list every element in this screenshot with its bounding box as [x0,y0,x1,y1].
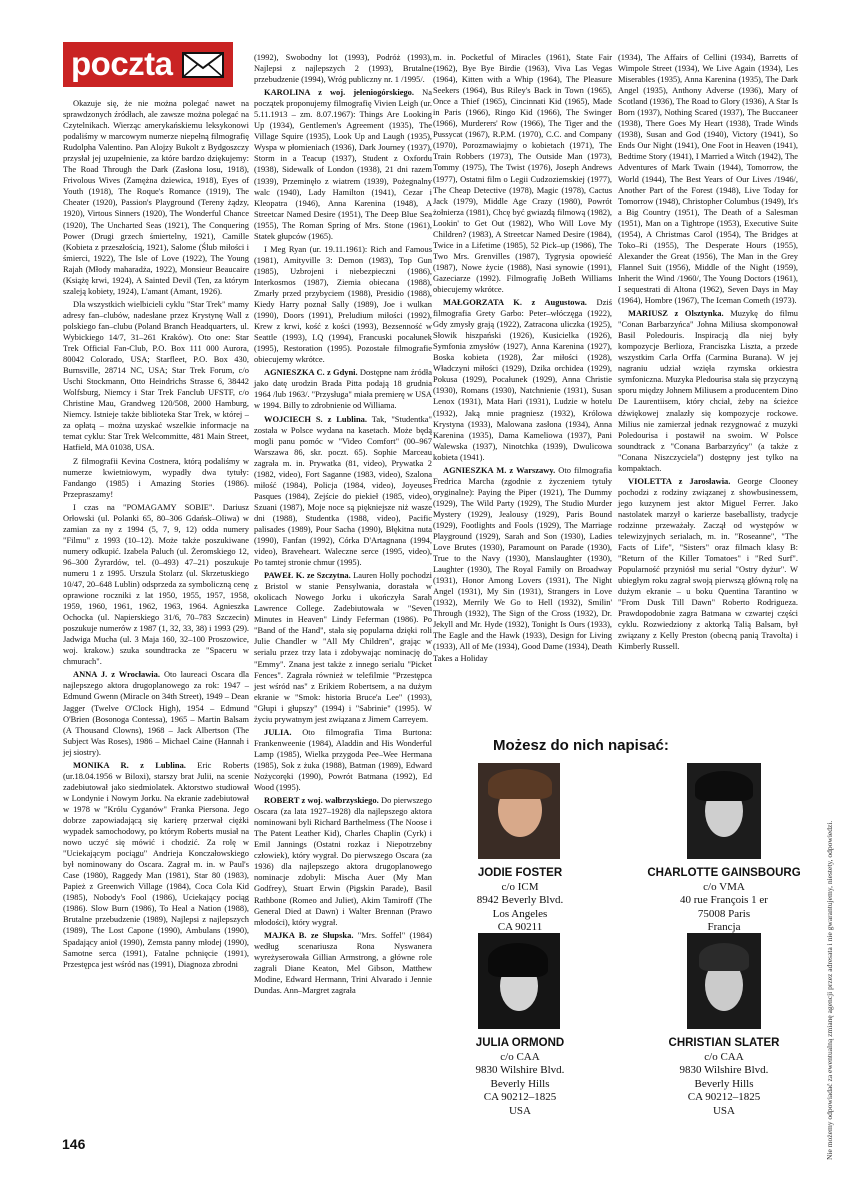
letter-paragraph: AGNIESZKA M. z Warszawy. Oto filmografia Fredrica Marcha (zgodnie z życzeniem tytuły oryginalne): Paying the Piper (1921), The Dummy (1929), The Wild Party (1929), The Studio Murder Mystery (1929), Jealousy (1929), Paris Bound (1929), Footlights and Fools (1929), The Marriage Playground (1929), Sarah and Son (1930), Ladies Love Brutes (1930), Paramount on Parade (1930), True to the Navy (1930), Manslaughter (1930), Laughter (1930), The Royal Family on Broadway (1931), Honor Among Lovers (1931), The Night Angel (1931), My Sin (1931), Strangers in Love (1932), Merrily We Go to Hell (1932), Smilin' Through (1932), The Sign of the Cross (1932), Dr. Jekyll and Mr. Hyde (1932), Tonight Is Ours (1933), The Eagle and the Hawk (1933), Design for Living (1933), All of Me (1934), Good Dame (1934), Death Takes a Holiday [433,464,612,663]
reader-name: AGNIESZKA C. z Gdyni. [264,367,358,378]
letter-paragraph: (1992), Swobodny lot (1993), Podróż (1993), Najlepsi z najlepszych 2 (1993), Brutalne przebudzenie (1994), Wróg publiczny nr. 1 /1995/. [254,52,432,85]
letter-paragraph: VIOLETTA z Jarosławia. George Clooney pochodzi z rodziny związanej z showbusinessem, jego kuzynem jest aktor Miguel Ferrer. Jako nastolatek marzył o karierze baseballisty, tradycje rodzinne przeważały. Zaczął od występów w telewizyjnych serialach, m. in. "Roseanne", "The Facts of Life", "Sisters" oraz filmach klasy B: "Return of the Killer Tomatoes" i "Red Surf". Popularność przyniósł mu serial "Ostry dyżur". W ubiegłym roku zagrał swoją pierwszą główną rolę na dużym ekranie – u boku Quentina Tarantino w "From Dusk Till Dawn" Roberto Rodrigueza. Prawdopodobnie zagra Batmana w czwartej części cyklu. Rozwiedziony z aktorką Talią Balsam, był związany z Kelly Preston (obecną panią Travolta) i Kimberly Russell. [618,475,798,652]
letter-paragraph: JULIA. Oto filmografia Tima Burtona: Frankenweenie (1984), Aladdin and His Wonderful Lamp (1985), Wielka przygoda Pee–Wee Hermana (1985), Sok z żuka (1988), Batman (1989), Edward Nożycoręki (1990), Powrót Batmana (1992), Ed Wood (1995). [254,726,432,793]
reader-name: MONIKA R. z Lublina. [73,759,186,770]
text-column-1 [63,98,249,972]
contact-julia-ormond: JULIA ORMOND c/o CAA 9830 Wilshire Blvd. Beverly Hills CA 90212–1825 USA [475,1037,565,1117]
christian-slater-photo [687,933,761,1029]
page-number: 146 [62,1136,86,1152]
reader-name: ROBERT z woj. wałbrzyskiego. [264,795,379,806]
letter-paragraph: Okazuje się, że nie można polegać nawet na sprawdzonych źródłach, ale zawsze można polegać na Czytelnikach. Wierząc amerykańskiemu leksykonowi podaliśmy w marcowym numerze niepełną filmografię Rudolpha Valentino. Pan Alojzy Bukolt z Bydgoszczy przysłał jej uzupełnienie, za które bardzo dziękujemy: The Road Through the Dark (Zasłona losu, 1918), Frivolous Wives (Zamężna dziewica, 1918), Eyes of Youth (1918), The Roque's Romance (1919), The Cheater (1920), Passion's Playground (Tereny żądzy, 1920), Virtous Sinners (1920), The Wonderful Chance (1920), The Uncharted Seas (1921), The Conquering Power (Drugi grzech śmiertelny, 1921), Camille (Kobieta z przeszłością, 1921), Salome (Ślub miłości i śmierci, 1922), The Isle of Love (1922), The Young Rajah (Młody maharadża, 1922), Monsieur Beaucaire (Książę krwi, 1924), A Sainted Devil (Ten, za którym szaleją kobiety, 1924), L'amant (Amant, 1926). [63,98,249,296]
letter-paragraph: MAJKA B. ze Słupska. "Mrs. Soffel" (1984) według scenariusza Rona Nyswanera wyreżyserowała Gillian Armstrong, a główne role zagrali Diane Keaton, Mel Gibson, Matthew Modine, Edward Hermann, Trini Alvarado i Jennie Dundas. Ann–Margret zagrała [254,929,433,995]
letter-paragraph: MONIKA R. z Lublina. Eric Roberts (ur.18.04.1956 w Biloxi), starszy brat Julii, na scenie zadebiutował jako siedmiolatek. Aktorstwo studiował w Londynie i Nowym Jorku. Na ekranie zadebiutował w 1978 w "Królu Cyganów" Franka Piersona. Jego dobrze zapowiadającą się karierę przerwał ciężki wypadek samochodowy, po którym Roberts musiał na nowo uczyć się mówić i chodzić. Za rolę w "Uciekającym pociągu" Andrieja Konczałowskiego był nominowany do Oscara. Zagrał m. in. w Paul's Case (1980), Raggedy Man (1981), Star 80 (1983), Papież z Greenwich Village (1984), Coca Cola Kid (1985), Nobody's Fool (1986), Uciekający pociąg (1986). Slow Burn (1986), To Heal a Nation (1988), Brutalne przebudzenie (1989), Najlepsi z najlepszych (1989), The Lost Capone (1990), Ambulans (1990), Spadający anioł (1990), Zemsta panny młodej (1990), Samotne serca (1991), Fatalne pchnięcie (1991), Przestępca jest wśród nas (1991), Diagnoza zbrodni [63,759,249,969]
letter-paragraph: PAWEŁ K. ze Szczytna. Lauren Holly pochodzi z Bristol w stanie Pensylwania, dorastała w okolicach Nowego Jorku i ukończyła Sarah Lawrence College. Zadebiutowała w "Seven Minutes in Heaven" Lindy Feferman (1986). Po "Band of the Hand", stała się popularna dzięki roli Julie Chandler w "All My Children", grając w serialu przez trzy lata i zdobywając nominację do "Emmy". Znana jest także z innego serialu "Picket Fences". Zagrała również w telefilmie "Przestępca jest wśród nas" z Erikiem Robertsem, a na dużym ekranie w "Smok: historia Bruce'a Lee" (1993), "Głupi i głupszy" (1994) i "Sabrinie" (1995). W życiu prywatnym jest związana z Jimem Carreyem. [254,570,432,724]
reader-name: WOJCIECH S. z Lublina. [264,413,367,424]
letter-paragraph: m. in. Pocketful of Miracles (1961), State Fair (1962), Bye Bye Birdie (1963), Viva Las Vegas (1964), Kitten with a Whip (1964), The Pleasure Seekers (1964), Bus Riley's Back in Town (1965), Once a Thief (1965), Cincinnati Kid (1965), Made in Paris (1966), Ringo Kid (1966), The Swinger (1966), Murderers' Row (1966), The Tiger and the Pussycat (1967), R.P.M. (1970), C.C. and Company (1970), Porozmawiajmy o kobietach (1971), The Train Robbers (1973), The Outside Man (1973), Tommy (1975), The Twist (1976), Joseph Andrews (1977), Ostatni film o Legii Cudzoziemskiej (1977), The Cheap Detective (1978), Magic (1978), Cactus Jack (1979), Middle Age Crazy (1980), Powrót żołnierza (1981), Chcę być gwiazdą filmową (1982), Lookin' to Get Out (1982), Who Will Love My Children? (1983), A Streetcar Named Desire (1984), Twice in a Lifetime (1985), 52 Pick–up (1986), The Two Mrs. Grenvilles (1987), Tygrysia opowieść (1987), Nowe życie (1988), Nasi synowie (1991), Gazeciarze (1992). Filmografię JoBeth Williams obiecujemy wkrótce. [433,52,612,294]
julia-ormond-photo [478,933,560,1029]
letter-paragraph: I czas na "POMAGAMY SOBIE". Dariusz Orłowski (ul. Polanki 65, 80–306 Gdańsk–Oliwa) w zamian za ny z 1994 (5, 7, 9, 12) odda numery "Filmu" z 1993 (10–12). Może także poszukiwane numery odkupić. Izabela Paluch (ul. Żeromskiego 12, 96–300 Żyrardów, tel. (0–493) 47–21) poszukuje numeru 1 z 1995. Urszula Stolarz (ul. Skrzetuskiego 10/47, 20–648 Lublin) odsprzeda za symboliczną cenę oprawione roczniki z lat 1950, 1955, 1957, 1958, 1959, 1960, 1961, 1962, 1963, 1964. Agnieszka Ochocka (ul. Napierskiego 31/6, 70–783 Szczecin) poszukuje numerów z 1987 (1, 32, 33, 38) i 1993 (29). Jadwiga Mucha (ul. 3 Maja 160, 32–100 Proszowice, woj. krakow.) szuka soundtracka ze "Spaceru w chmurach". [63,501,249,667]
letter-paragraph: ANNA J. z Wrocławia. Oto laureaci Oscara dla najlepszego aktora drugoplanowego za rok: 1947 – Edmund Gwenn (Miracle on 34th Street), 1949 – Dean Jagger (Twelve O'Clock High), 1954 – Edmund O'Brien (Bosonoga Contessa), 1965 – Martin Balsam (A Thousand Clowns), 1968 – Jack Albertson (The Subject Was Roses), 1986 – Michael Caine (Hannah i jej siostry). [63,669,249,757]
letter-paragraph: MAŁGORZATA K. z Augustowa. Dziś filmografia Grety Garbo: Peter–włóczęga (1922), Gdy zmysły grają (1922), Zatracona uliczka (1925), Słowik hiszpański (1926), Kusicielka (1926), Symfonia zmysłów (1927), Anna Karenina (1927), Boska kobieta (1928), Żar miłości (1928), Władczyni miłości (1929), Dzika orchidea (1929), Pokusa (1929), Pocałunek (1929), Anna Christie (1930), Romans (1930), Natchnienie (1931), Susan Lenox (1931), Mata Hari (1931), Ludzie w hotelu (1932), Jaką mnie pragniesz (1932), Królowa Krystyna (1933), Malowana zasłona (1934), Anna Karenina (1935), Dama Kameliowa (1937), Pani Walewska (1937), Ninotchka (1939), Dwulicowa kobieta (1941). [433,297,613,462]
letter-paragraph: Z filmografii Kevina Costnera, którą podaliśmy w numerze kwietniowym, wypadły dwa tytuły: Fandango (1985) i Amazing Stories (1986). Przepraszamy! [63,455,249,499]
reader-name: JULIA. [264,726,292,737]
reader-name: VIOLETTA z Jarosławia. [628,475,731,486]
contact-charlotte-gainsbourg: CHARLOTTE GAINSBOURG c/o VMA 40 rue François 1 er 75008 Paris Francja [647,867,801,933]
reader-name: KAROLINA z woj. jeleniogórskiego. [264,87,415,98]
letter-paragraph: MARIUSZ z Olsztynka. Muzykę do filmu "Conan Barbarzyńca" Johna Miliusa skomponował Basil Poledouris. Inspiracją dla niej były kompozycje Berlioza, Franciszka Liszta, a przede wszystkim Carla Orffa (Carmina Burana). W jej nagraniu udział wzięła rzymska orkiestra symfoniczna. Muzyka Pledourisa stała się przyczyną sporu między Johnem Miliusem a producentem Dino De Laurentiisem, który chciał, żeby na ścieżce dźwiękowej znalazły się kompozycje rockowe. Milius nie zamierzał jednak rezygnować z muzyki Poledourisa i postawił na swoim. W Polsce soundtrack z "Conana Barbarzyńcy" (a także z "Conana Niszczyciela") dostępny jest tylko na kompaktach. [618,308,798,473]
section-title: poczta [71,45,173,82]
reader-name: MAŁGORZATA K. z Augustowa. [443,297,587,308]
contact-name: JODIE FOSTER [477,867,563,879]
contacts-heading: Możesz do nich napisać: [493,737,669,754]
letter-paragraph: Dla wszystkich wielbicieli cyklu "Star Trek" mamy adresy fan–clubów, nadesłane przez Krystynę Wall z polskiego fan–clubu (Poland Branch Headquarters, ul. Wybickiego 14/7, 31–261 Kraków). Oto one: Star Trek Official Fan-Club, P.O. Box 111 000 Aurora, 80042 Colorado, USA; Starfleet, P.O. Box 430, Burnsville, 28714 NC, USA; Star Trek Forum, c/o Uschi Stockmann, Otto Heindrichs Strasse 6, 38442 Wolfsburg, Niemcy i Star Trek Fanclub UFSTF, c/o Christine Mau, Grandweg 120/508, 2000 Hamburg, Niemcy. Istnieje także biblioteka Star Trek, w której – za opłatą – można uzyskać wszelkie informacje na temat cyklu: Star Trek Welcommitte, 481 Main Street, Hatfield, MA 01038, USA. [63,298,249,453]
letter-paragraph: WOJCIECH S. z Lublina. Tak, "Studentka" została w Polsce wydana na kasetach. Może będą mogli panu pomóc w "Video Comfort" (00–967 Warszawa 86, skr. poczt. 65). Sophie Marceau zagrała m. in. Prywatka (81, video), Prywatka 2 (1982, video), Fort Saganne (1983, video), Szalona miłość (1984), Policja (1984, video), Joyeuses Pasques (1984), Zejście do piekieł (1985, video), Szuani (1987), Moje noce są piękniejsze niż wasze dni (1988), Studentka (1988, video), Pacific palisades (1989), Pour Sacha (1990), Błękitna nuta (1990), Fanfan (1992), Córka D'Artagnana (1994, video), Braveheart. Waleczne serce (1995, video), Po tamtej stronie chmur (1995). [254,413,432,568]
reader-name: AGNIESZKA M. z Warszawy. [443,464,556,475]
letter-paragraph: AGNIESZKA C. z Gdyni. Dostępne nam źródła jako datę urodzin Brada Pitta podają 18 grudnia 1964 /lub 1963/. "Przysługa" miała premierę w USA w 1994. Billy to zdrobnienie od Williama. [254,367,432,411]
reader-name: MAJKA B. ze Słupska. [264,929,354,940]
letter-paragraph: I Meg Ryan (ur. 19.11.1961): Rich and Famous (1981), Amityville 3: Demon (1983), Top Gun (1985), Uzbrojeni i niebezpieczni (1986), Interkosmos (1987), Ziemia obiecana (1988), Zmarły przed przybyciem (1988), Presidio (1988), Kiedy Harry poznał Sally (1989), Joe i wulkan (1990), Doors (1991), Preludium miłości (1992), Krew z krwi, kość z kości (1993), Bezsenność w Seattle (1993), I.Q (1994), Francuski pocałunek (1995), Restoration (1995). Pozostałe filmografie obiecujemy wkrótce. [254,243,432,365]
contact-christian-slater: CHRISTIAN SLATER c/o CAA 9830 Wilshire Blvd. Beverly Hills CA 90212–1825 USA [668,1037,780,1117]
letter-paragraph: ROBERT z woj. wałbrzyskiego. Do pierwszego Oscara (za lata 1927–1928) dla najlepszego aktora nominowani byli Richard Barthelmess (The Noose i The Patent Leather Kid), Charles Chaplin (Cyrk) i Emil Jannings (Ostatni rozkaz i Niepotrzebny człowiek), który wygrał. Do pierwszego Oscara (za 1936) dla najlepszego aktora drugoplanowego nominacje zdobyli: Mischa Auer (My Man Godfrey), Stuart Erwin (Pigskin Parade), Basil Rathbone (Romeo and Juliet), Akim Tamiroff (The General Died at Dawn) i Walter Brennan (Prawo młodości), który wygrał. [254,795,432,927]
letter-paragraph: (1934), The Affairs of Cellini (1934), Barretts of Wimpole Street (1934), We Live Again (1934), Les Miserables (1935), Anna Karenina (1935), The Dark Angel (1935), Anthony Adverse (1936), Mary of Scotland (1936), The Road to Glory (1936), A Star Is Born (1937), Nothing Scared (1937), The Buccaneer (1938), There Goes My Heart (1938), Trade Winds (1938), Susan and God (1940), Victory (1941), So Ends Our Night (1941), One Foot in Heaven (1941), Bedtime Story (1941), I Married a Witch (1942), The Adventures of Mark Twain (1944), Tomorrow, the World (1944), The Best Years of Our Lives /1946/, Another Part of the Forest (1948), Live Today for Tomorrow (1948), Christopher Columbus (1949), It's a Big Country (1951), The Death of a Salesman (1951), Man on a Tightrope (1953), Executive Suite (1954), A Christmas Carol (1954), The Bridges at Toko–Ri (1955), The Desperate Hours (1955), Alexander the Great (1956), The Man in the Grey Flannel Suit (1956), Middle of the Night (1959), Inherit the Wind /1960/, The Young Doctors (1961), I sequestrati di Altona (1962), Seven Days in May (1964), Hombre (1967), The Iceman Cometh (1973). [618,52,798,306]
letter-paragraph: KAROLINA z woj. jeleniogórskiego. Na początek proponujemy filmografię Vivien Leigh (ur. 5.11.1913 – zm. 8.07.1967): Things Are Looking Up (1934), Gentlemen's Agreement (1935), The Village Squire (1935), Look Up and Laugh (1935), Wyspa w płomieniach (1936), Dark Journey (1937), Storm in a Teacup (1937), Student z Oxfordu (1938), Sidewalk of London (1938), 21 dni razem (1939), Przeminęło z wiatrem (1939), Pożegnalny walc (1940), Lady Hamilton (1941), Cezar i Kleopatra (1946), Anna Karenina (1948), A Streetcar Named Desire (1951), The Deep Blue Sea (1955), The Roman Spring of Mrs. Stone (1961), Statek głupców (1965). [254,87,432,241]
text-column-3 [433,52,612,666]
text-column-2 [254,52,432,998]
contact-jodie-foster: JODIE FOSTER c/o ICM 8942 Beverly Blvd. Los Angeles CA 90211 [450,867,590,948]
charlotte-gainsbourg-photo [687,763,761,859]
envelope-icon [181,50,225,80]
section-header [63,42,233,87]
reader-name: MARIUSZ z Olsztynka. [628,308,724,319]
reader-name: PAWEŁ K. ze Szczytna. [264,570,351,581]
jodie-foster-photo [478,763,560,859]
disclaimer-note: Nie możemy odpowiadać za ewentualną zmianę agencji przez adresata i nie gwarantujemy, niestety, odpowiedzi. [825,820,834,1160]
text-column-4 [618,52,798,655]
reader-name: ANNA J. z Wrocławia. [73,669,160,680]
